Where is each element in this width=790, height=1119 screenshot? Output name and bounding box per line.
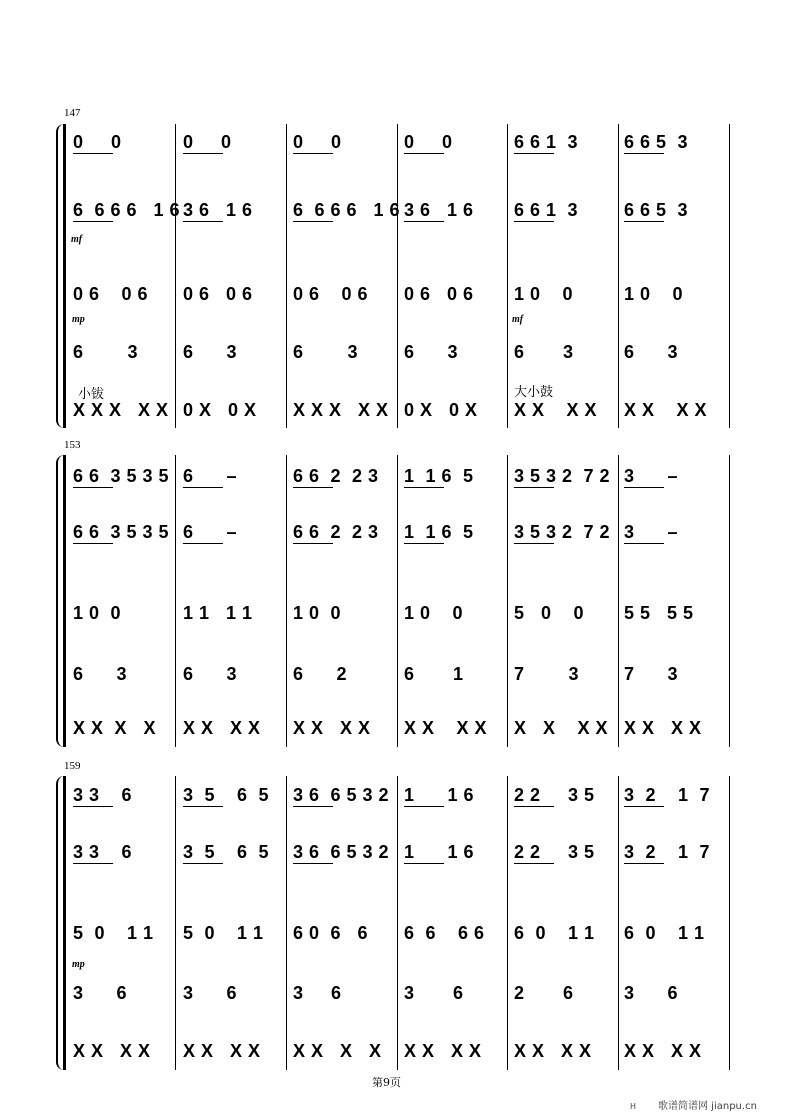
beam-line bbox=[514, 221, 554, 222]
note-group: 6 – bbox=[183, 466, 238, 486]
beam-line bbox=[293, 863, 333, 864]
note-group: 6 3 bbox=[624, 342, 679, 362]
barline bbox=[175, 455, 176, 747]
beam-line bbox=[183, 543, 223, 544]
note-group: X X X X bbox=[73, 1041, 151, 1061]
note-group: 3 – bbox=[624, 466, 679, 486]
page-footer: 第9页 bbox=[372, 1076, 401, 1089]
note-group: 0 0 bbox=[183, 132, 232, 152]
note-group: 6 0 6 6 bbox=[293, 923, 369, 943]
beam-line bbox=[514, 806, 554, 807]
note-group: 3 6 1 6 bbox=[183, 200, 253, 220]
note-group: 3 3 6 bbox=[73, 785, 133, 805]
note-group: X X X X bbox=[514, 400, 598, 420]
note-group: X X X X bbox=[183, 1041, 261, 1061]
note-group: 7 3 bbox=[624, 664, 679, 684]
note-group: 6 2 bbox=[293, 664, 348, 684]
instrument-label: 小钹 bbox=[78, 387, 105, 402]
note-group: 3 6 bbox=[73, 983, 128, 1003]
beam-line bbox=[624, 487, 664, 488]
note-group: X X X X X bbox=[293, 400, 389, 420]
beam-line bbox=[624, 221, 664, 222]
note-group: 3 6 6 5 3 2 bbox=[293, 785, 390, 805]
note-group: 2 2 3 5 bbox=[514, 842, 595, 862]
barline bbox=[286, 455, 287, 747]
note-group: 3 6 bbox=[624, 983, 679, 1003]
note-group: 3 6 bbox=[293, 983, 342, 1003]
note-group: 0 0 bbox=[293, 132, 342, 152]
system-number: 159 bbox=[64, 760, 81, 772]
note-group: 6 6 3 5 3 5 bbox=[73, 466, 170, 486]
dynamic-mark: mf bbox=[512, 314, 524, 325]
beam-line bbox=[404, 543, 444, 544]
barline bbox=[397, 776, 398, 1070]
beam-line bbox=[293, 806, 333, 807]
beam-line bbox=[514, 153, 554, 154]
note-group: X X X X bbox=[73, 718, 157, 738]
note-group: 6 6 2 2 3 bbox=[293, 522, 379, 542]
note-group: 6 6 5 3 bbox=[624, 200, 689, 220]
note-group: 6 6 1 3 bbox=[514, 200, 579, 220]
beam-line bbox=[624, 543, 664, 544]
note-group: 1 0 0 bbox=[293, 603, 342, 623]
note-group: X X X X bbox=[293, 1041, 382, 1061]
beam-line bbox=[514, 863, 554, 864]
beam-line bbox=[73, 543, 113, 544]
dynamic-mark: mf bbox=[71, 234, 83, 245]
note-group: 1 0 0 bbox=[73, 603, 122, 623]
note-group: 6 – bbox=[183, 522, 238, 542]
beam-line bbox=[73, 806, 113, 807]
note-group: 3 5 3 2 7 2 bbox=[514, 466, 611, 486]
note-group: 3 5 3 2 7 2 bbox=[514, 522, 611, 542]
beam-line bbox=[514, 487, 554, 488]
beam-line bbox=[514, 543, 554, 544]
barline bbox=[175, 124, 176, 428]
note-group: 5 5 5 5 bbox=[624, 603, 694, 623]
note-group: 1 1 6 5 bbox=[404, 466, 474, 486]
note-group: 6 6 1 3 bbox=[514, 132, 579, 152]
note-group: X X X X bbox=[514, 1041, 592, 1061]
barline bbox=[729, 455, 730, 747]
barline bbox=[507, 124, 508, 428]
barline bbox=[286, 124, 287, 428]
note-group: 6 0 1 1 bbox=[624, 923, 705, 943]
note-group: 0 6 0 6 bbox=[293, 284, 369, 304]
note-group: 7 3 bbox=[514, 664, 580, 684]
note-group: 6 3 bbox=[73, 342, 139, 362]
note-group: X X X X bbox=[404, 1041, 482, 1061]
note-group: 6 0 1 1 bbox=[514, 923, 595, 943]
note-group: 2 2 3 5 bbox=[514, 785, 595, 805]
note-group: 1 1 6 bbox=[404, 842, 475, 862]
note-group: 0 X 0 X bbox=[183, 400, 257, 420]
note-group: 6 3 bbox=[73, 664, 128, 684]
note-group: X X X X bbox=[624, 400, 708, 420]
note-group: 2 6 bbox=[514, 983, 574, 1003]
note-group: 0 0 bbox=[73, 132, 122, 152]
corner-mark: H bbox=[630, 1102, 637, 1111]
barline bbox=[286, 776, 287, 1070]
beam-line bbox=[183, 863, 223, 864]
system-brace bbox=[56, 776, 66, 1070]
note-group: 3 3 6 bbox=[73, 842, 133, 862]
note-group: X X X X bbox=[624, 1041, 702, 1061]
note-group: X X X X X bbox=[73, 400, 169, 420]
note-group: 6 1 bbox=[404, 664, 464, 684]
note-group: 0 X 0 X bbox=[404, 400, 478, 420]
note-group: 6 3 bbox=[404, 342, 459, 362]
barline bbox=[397, 455, 398, 747]
system-brace bbox=[56, 124, 66, 428]
barline bbox=[729, 124, 730, 428]
note-group: 3 2 1 7 bbox=[624, 842, 711, 862]
beam-line bbox=[404, 863, 444, 864]
note-group: X X X X bbox=[624, 718, 702, 738]
note-group: 3 5 6 5 bbox=[183, 785, 270, 805]
note-group: 0 0 bbox=[404, 132, 453, 152]
note-group: 5 0 1 1 bbox=[183, 923, 264, 943]
note-group: 6 6 3 5 3 5 bbox=[73, 522, 170, 542]
note-group: 6 3 bbox=[183, 664, 238, 684]
note-group: 6 6 6 6 1 6 bbox=[293, 200, 401, 220]
note-group: 3 6 6 5 3 2 bbox=[293, 842, 390, 862]
beam-line bbox=[404, 806, 444, 807]
beam-line bbox=[183, 153, 223, 154]
note-group: 1 0 0 bbox=[404, 603, 464, 623]
dynamic-mark: mp bbox=[72, 314, 85, 325]
note-group: 3 – bbox=[624, 522, 679, 542]
beam-line bbox=[73, 487, 113, 488]
note-group: 3 2 1 7 bbox=[624, 785, 711, 805]
beam-line bbox=[73, 153, 113, 154]
note-group: 5 0 0 bbox=[514, 603, 585, 623]
beam-line bbox=[183, 487, 223, 488]
system-number: 147 bbox=[64, 107, 81, 119]
beam-line bbox=[404, 153, 444, 154]
system-number: 153 bbox=[64, 439, 81, 451]
note-group: 6 3 bbox=[293, 342, 359, 362]
beam-line bbox=[404, 487, 444, 488]
beam-line bbox=[293, 153, 333, 154]
note-group: 3 5 6 5 bbox=[183, 842, 270, 862]
barline bbox=[175, 776, 176, 1070]
barline bbox=[507, 455, 508, 747]
note-group: 6 3 bbox=[183, 342, 238, 362]
system-brace bbox=[56, 455, 66, 747]
note-group: 1 0 0 bbox=[624, 284, 684, 304]
beam-line bbox=[183, 806, 223, 807]
note-group: 1 1 6 5 bbox=[404, 522, 474, 542]
note-group: X X X X bbox=[404, 718, 488, 738]
note-group: 5 0 1 1 bbox=[73, 923, 154, 943]
note-group: 6 6 5 3 bbox=[624, 132, 689, 152]
note-group: 6 6 2 2 3 bbox=[293, 466, 379, 486]
note-group: 6 6 6 6 bbox=[404, 923, 485, 943]
note-group: X X X X bbox=[514, 718, 609, 738]
beam-line bbox=[183, 221, 223, 222]
note-group: X X X X bbox=[183, 718, 261, 738]
note-group: 0 6 0 6 bbox=[404, 284, 474, 304]
beam-line bbox=[73, 863, 113, 864]
beam-line bbox=[404, 221, 444, 222]
note-group: X X X X bbox=[293, 718, 371, 738]
note-group: 0 6 0 6 bbox=[73, 284, 149, 304]
beam-line bbox=[293, 543, 333, 544]
beam-line bbox=[624, 863, 664, 864]
dynamic-mark: mp bbox=[72, 959, 85, 970]
beam-line bbox=[293, 487, 333, 488]
barline bbox=[618, 776, 619, 1070]
instrument-label: 大小鼓 bbox=[514, 385, 554, 400]
note-group: 1 0 0 bbox=[514, 284, 574, 304]
note-group: 6 6 6 6 1 6 bbox=[73, 200, 181, 220]
note-group: 3 6 bbox=[404, 983, 464, 1003]
barline bbox=[729, 776, 730, 1070]
barline bbox=[507, 776, 508, 1070]
note-group: 3 6 bbox=[183, 983, 238, 1003]
beam-line bbox=[624, 806, 664, 807]
barline bbox=[618, 124, 619, 428]
note-group: 1 1 6 bbox=[404, 785, 475, 805]
note-group: 0 6 0 6 bbox=[183, 284, 253, 304]
beam-line bbox=[624, 153, 664, 154]
note-group: 3 6 1 6 bbox=[404, 200, 474, 220]
watermark: 歌谱简谱网 jianpu.cn bbox=[658, 1101, 757, 1112]
barline bbox=[618, 455, 619, 747]
note-group: 6 3 bbox=[514, 342, 574, 362]
note-group: 1 1 1 1 bbox=[183, 603, 253, 623]
beam-line bbox=[73, 221, 113, 222]
barline bbox=[397, 124, 398, 428]
beam-line bbox=[293, 221, 333, 222]
